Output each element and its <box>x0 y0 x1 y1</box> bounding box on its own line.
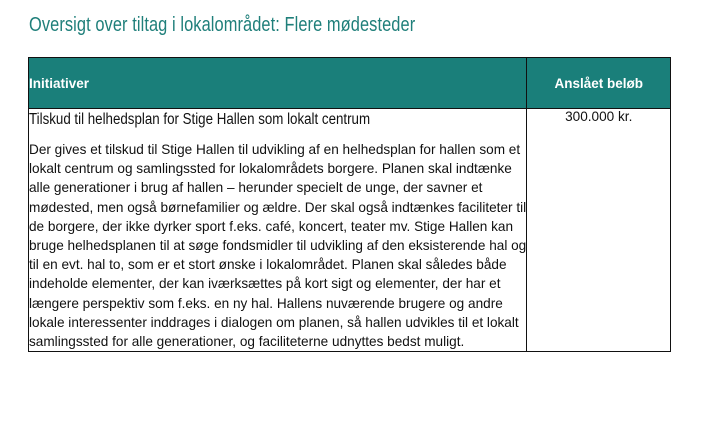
page-heading: Oversigt over tiltag i lokalområdet: Flere mødesteder <box>29 14 416 36</box>
initiative-cell <box>29 109 527 352</box>
table-row <box>29 109 671 352</box>
amount-cell: 300.000 kr. <box>527 109 671 352</box>
initiative-title: Tilskud til helhedsplan for Stige Hallen som lokalt centrum <box>29 111 371 128</box>
initiative-description: Der gives et tilskud til Stige Hallen til udvikling af en helhedsplan for hallen som et lokalt centrum og samlingssted for lokalområdets borgere. Planen skal indtænke alle generationer i brug af hallen – herunder specielt de unge, der savner et mødested, men også børnefamilier og ældre. Der skal også indtænkes faciliteter til de borgere, der ikke dyrker sport f.eks. café, koncert, teater mv. Stige Hallen kan bruge helhedsplanen til at søge fondsmidler til udvikling af den eksisterende hal og til en evt. hal to, som er et stort ønske i lokalområdet. Planen skal således både indeholde elementer, der kan iværksættes på kort sigt og elementer, der har et længere perspektiv som f.eks. en ny hal. Hallens nuværende brugere og andre lokale interessenter inddrages i dialogen om planen, så hallen udvikles til et lokalt samlingssted for alle generationer, og faciliteterne udnyttes bedst muligt. <box>29 142 527 350</box>
initiatives-table <box>28 57 671 352</box>
header-amount: Anslået beløb <box>527 58 671 109</box>
table-header-row <box>29 58 671 109</box>
header-initiatives: Initiativer <box>29 58 527 109</box>
